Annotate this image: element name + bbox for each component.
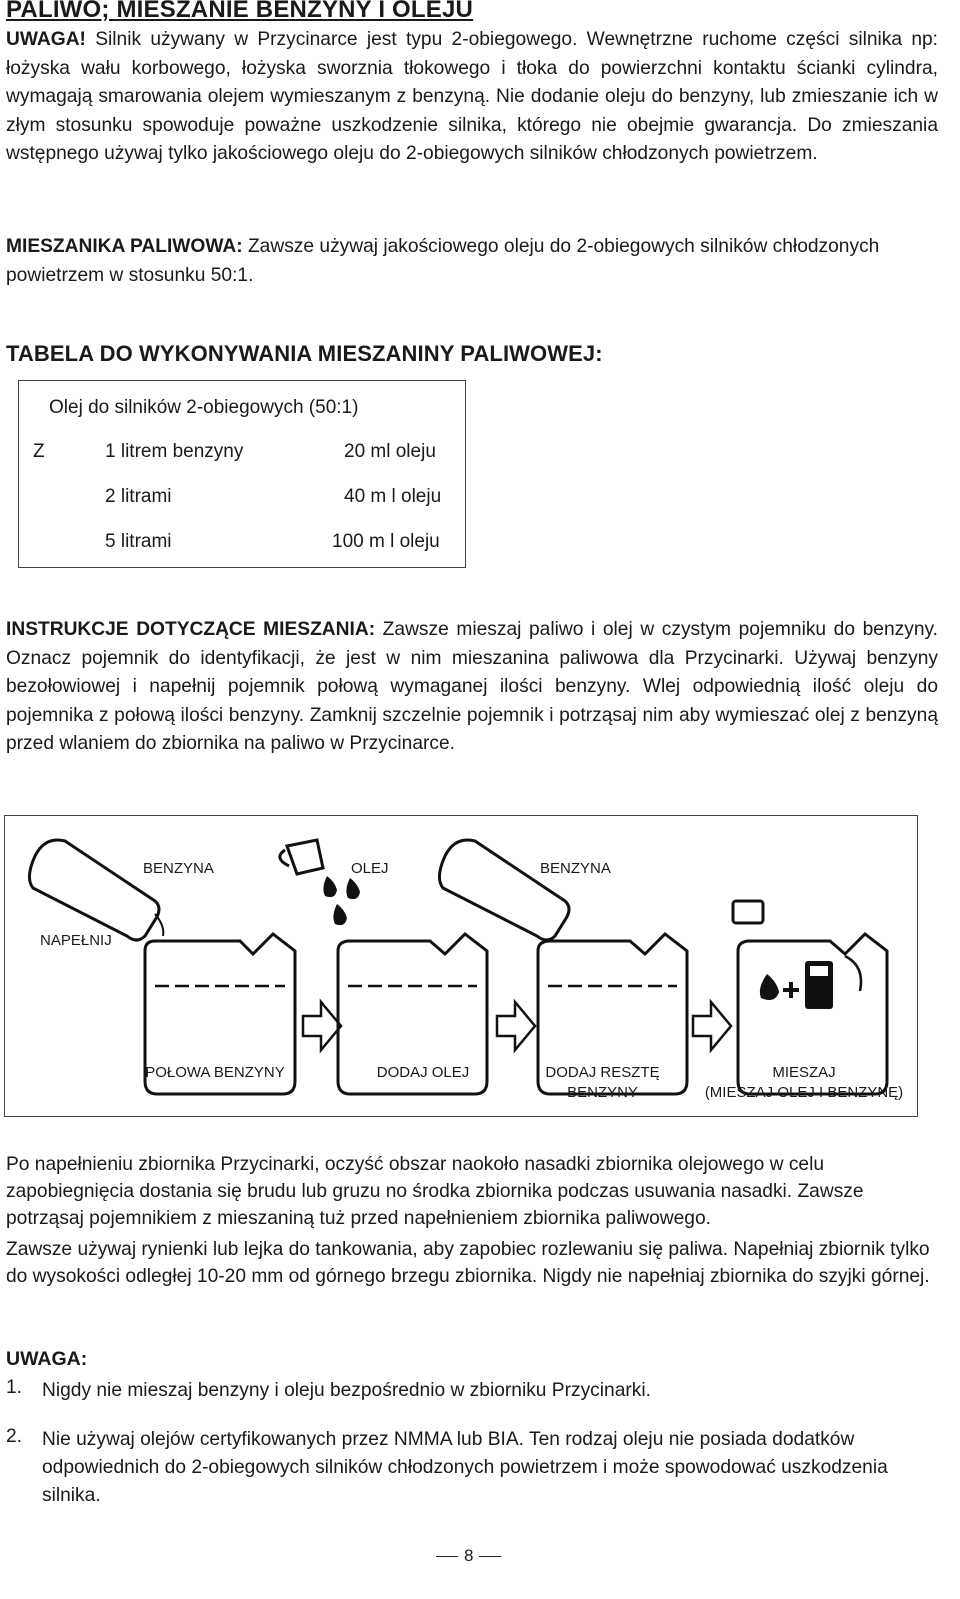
arrow-1-icon — [303, 1002, 341, 1050]
arrow-2-icon — [497, 1002, 535, 1050]
instructions-text: Zawsze mieszaj paliwo i olej w czystym pojemniku do benzyny. Oznacz pojemnik do identyfikacji, że jest w nim mieszanina paliwowa dla Przycinarki. Używaj benzyny bezołowiowej i napełnij pojemnik połową wymaganej ilości benzyny. Wlej odpowiednią ilość oleju do pojemnika z połową ilości benzyny. Zamknij szczelnie pojemnik i potrząsaj nim aby wymieszać olej z benzyną przed wlaniem do zbiornika na paliwo w Przycinarce. — [6, 619, 938, 754]
label-benzyna-2: BENZYNA — [540, 860, 611, 877]
step-label-3: DODAJ RESZTĘ BENZYNY — [545, 1064, 660, 1101]
oil-drop-1-icon — [323, 876, 337, 897]
mix-table-oil-2: 40 m l oleju — [344, 486, 442, 507]
warnings-heading: UWAGA: — [6, 1348, 88, 1370]
after-fill-paragraph-1: Po napełnieniu zbiornika Przycinarki, oczyść obszar naokoło nasadki zbiornika olejowego w celu zapobiegnięcia dostania się brudu lub gruzu no środka zbiornika podczas usuwania nasadki. Zawsze potrząsaj pojemnikiem z mieszaniną tuż przed napełnieniem zbiornika paliwowego. — [6, 1154, 864, 1229]
oil-drop-3-icon — [333, 904, 347, 925]
warning-1-text: Nigdy nie mieszaj benzyny i oleju bezpośrednio w zbiorniku Przycinarki. — [42, 1380, 651, 1401]
page-title: PALIWO; MIESZANIE BENZYNY I OLEJU — [6, 0, 474, 23]
warning-2-text: Nie używaj olejów certyfikowanych przez NMMA lub BIA. Ten rodzaj oleju nie posiada dodatków odpowiednich do 2-obiegowych silników chłodzonych powietrzem i może spowodować uszkodzenia silnika. — [42, 1429, 888, 1506]
mix-table-prefix: Z — [33, 441, 45, 462]
oil-drop-2-icon — [346, 878, 360, 899]
mix-table-fuel-2: 2 litrami — [105, 486, 172, 507]
mix-oil-drop-icon — [760, 974, 779, 1000]
label-napelnij: NAPEŁNIJ — [40, 932, 112, 949]
warning-intro-label: UWAGA! — [6, 29, 86, 50]
warning-2-number: 2. — [6, 1426, 23, 1447]
warning-intro-text: Silnik używany w Przycinarce jest typu 2-obiegowego. Wewnętrzne ruchome części silnika np: łożyska wału korbowego, łożyska sworznia tłokowego i tłoka do powierzchni kontaktu ścianki cylindra, wymagają smarowania olejem wymieszanym z benzyną. Nie dodanie oleju do benzyny, lub zmieszanie ich w złym stosunku spowoduje poważne uszkodzenie silnika, którego nie obejmie gwarancja. Do zmieszania wstępnego używaj tylko jakościowego oleju do 2-obiegowych silników chłodzonych powietrzem. — [6, 29, 938, 164]
label-olej: OLEJ — [351, 860, 389, 877]
can-cap-icon — [733, 901, 763, 923]
warning-1-number: 1. — [6, 1377, 23, 1398]
after-fill-paragraph-2: Zawsze używaj rynienki lub lejka do tankowania, aby zapobiec rozlewaniu się paliwa. Napełniaj zbiornik tylko do wysokości odległej 10-20 mm od górnego brzegu zbiornika. Nigdy nie napełniaj zbiornika do szyjki górnej. — [6, 1239, 930, 1287]
mixing-procedure-figure — [4, 815, 918, 1117]
step-label-1: POŁOWA BENZYNY — [145, 1064, 285, 1081]
step-label-2: DODAJ OLEJ — [376, 1064, 470, 1081]
mix-table — [18, 380, 466, 568]
step-label-4: MIESZAJ (MIESZAJ OLEJ I BENZYNĘ) — [704, 1064, 904, 1101]
fuel-mix-text: Zawsze używaj jakościowego oleju do 2-obiegowych silników chłodzonych powietrzem w stosunku 50:1. — [6, 236, 880, 286]
mix-table-caption: Olej do silników 2-obiegowych (50:1) — [49, 397, 359, 418]
fuel-mix-label: MIESZANIKA PALIWOWA: — [6, 236, 243, 257]
page-number: 8 — [464, 1546, 474, 1565]
mix-table-fuel-1: 1 litrem benzyny — [105, 441, 244, 462]
mix-table-oil-1: 20 ml oleju — [344, 441, 436, 462]
fuel-mix-paragraph — [6, 233, 938, 290]
label-benzyna-1: BENZYNA — [143, 860, 214, 877]
benzyna-bottle-2-icon — [439, 840, 569, 940]
page-footer — [430, 1546, 507, 1566]
oil-jug-icon — [287, 840, 323, 874]
instructions-label: INSTRUKCJE DOTYCZĄCE MIESZANIA: — [6, 619, 376, 640]
instructions-paragraph — [6, 616, 938, 759]
mix-table-fuel-3: 5 litrami — [105, 531, 172, 552]
mix-table-oil-3: 100 m l oleju — [332, 531, 440, 552]
warning-intro-paragraph — [6, 26, 938, 169]
mix-table-heading: TABELA DO WYKONYWANIA MIESZANINY PALIWOWEJ: — [6, 341, 603, 366]
benzyna-bottle-1-icon — [29, 840, 159, 940]
arrow-3-icon — [693, 1002, 731, 1050]
